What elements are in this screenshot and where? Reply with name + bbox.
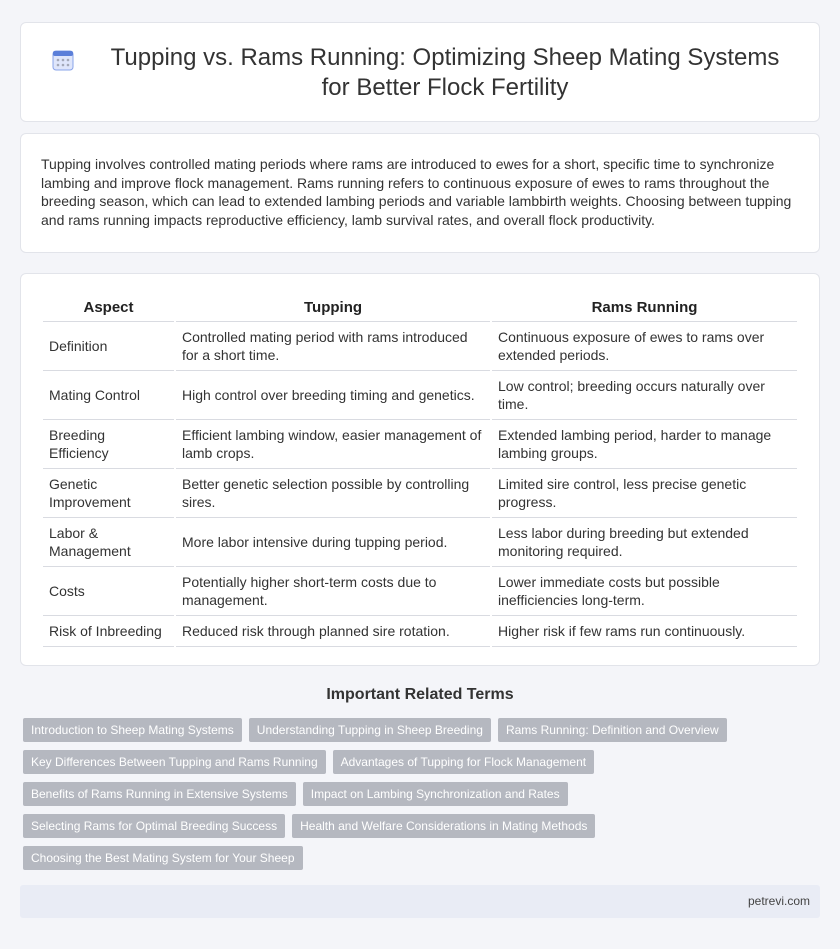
cell-rams-running: Lower immediate costs but possible inefficiencies long-term. — [492, 567, 797, 616]
cell-tupping: Efficient lambing window, easier management of lamb crops. — [176, 420, 490, 469]
cell-aspect: Labor & Management — [43, 518, 174, 567]
cell-rams-running: Higher risk if few rams run continuously. — [492, 616, 797, 647]
header-tupping: Tupping — [176, 296, 490, 322]
cell-aspect: Genetic Improvement — [43, 469, 174, 518]
related-term-tag[interactable]: Introduction to Sheep Mating Systems — [23, 718, 242, 742]
related-terms-heading: Important Related Terms — [326, 686, 514, 703]
cell-tupping: Reduced risk through planned sire rotation. — [176, 616, 490, 647]
table-row — [43, 371, 797, 420]
comparison-card — [20, 273, 820, 666]
related-term-tag[interactable]: Benefits of Rams Running in Extensive Systems — [23, 782, 296, 806]
cell-rams-running: Low control; breeding occurs naturally over time. — [492, 371, 797, 420]
cell-rams-running: Continuous exposure of ewes to rams over extended periods. — [492, 322, 797, 371]
tag-row — [23, 718, 823, 742]
page-title: Tupping vs. Rams Running: Optimizing Sheep Mating Systems for Better Flock Fertility — [110, 44, 780, 101]
table-header-row — [43, 296, 797, 322]
footer — [20, 885, 820, 918]
header-rams-running: Rams Running — [492, 296, 797, 322]
tag-row — [23, 750, 823, 774]
table-row — [43, 420, 797, 469]
intro-card — [20, 133, 820, 253]
cell-aspect: Definition — [43, 322, 174, 371]
related-term-tag[interactable]: Impact on Lambing Synchronization and Rates — [303, 782, 568, 806]
related-term-tag[interactable]: Advantages of Tupping for Flock Management — [333, 750, 594, 774]
intro-paragraph: Tupping involves controlled mating periods where rams are introduced to ewes for a short, specific time to synchronize lambing and improve flock management. Rams running refers to continuous exposure of ewes to rams throughout the breeding season, which can lead to extended lambing periods and variable lambbirth weights. Choosing between tupping and rams running impacts reproductive efficiency, lamb survival rates, and overall flock productivity. — [41, 156, 792, 228]
table-row — [43, 616, 797, 647]
related-term-tag[interactable]: Rams Running: Definition and Overview — [498, 718, 727, 742]
table-row — [43, 518, 797, 567]
related-term-tag[interactable]: Health and Welfare Considerations in Mating Methods — [292, 814, 595, 838]
related-term-tag[interactable]: Choosing the Best Mating System for Your Sheep — [23, 846, 303, 870]
cell-rams-running: Limited sire control, less precise genetic progress. — [492, 469, 797, 518]
header-aspect: Aspect — [43, 296, 174, 322]
tag-row — [23, 782, 823, 806]
cell-rams-running: Less labor during breeding but extended monitoring required. — [492, 518, 797, 567]
cell-aspect: Costs — [43, 567, 174, 616]
related-term-tag[interactable]: Understanding Tupping in Sheep Breeding — [249, 718, 491, 742]
cell-aspect: Breeding Efficiency — [43, 420, 174, 469]
title-card — [20, 22, 820, 122]
related-term-tag[interactable]: Key Differences Between Tupping and Rams Running — [23, 750, 326, 774]
cell-tupping: Potentially higher short-term costs due to management. — [176, 567, 490, 616]
cell-tupping: High control over breeding timing and genetics. — [176, 371, 490, 420]
cell-rams-running: Extended lambing period, harder to manage lambing groups. — [492, 420, 797, 469]
tag-row — [23, 814, 823, 838]
related-terms-list — [23, 718, 823, 878]
cell-tupping: More labor intensive during tupping period. — [176, 518, 490, 567]
footer-site-link[interactable]: petrevi.com — [747, 894, 810, 908]
table-row — [43, 567, 797, 616]
cell-tupping: Controlled mating period with rams introduced for a short time. — [176, 322, 490, 371]
table-row — [43, 469, 797, 518]
table-row — [43, 322, 797, 371]
comparison-table — [41, 296, 799, 647]
tag-row — [23, 846, 823, 870]
related-term-tag[interactable]: Selecting Rams for Optimal Breeding Success — [23, 814, 285, 838]
cell-aspect: Mating Control — [43, 371, 174, 420]
cell-aspect: Risk of Inbreeding — [43, 616, 174, 647]
cell-tupping: Better genetic selection possible by controlling sires. — [176, 469, 490, 518]
